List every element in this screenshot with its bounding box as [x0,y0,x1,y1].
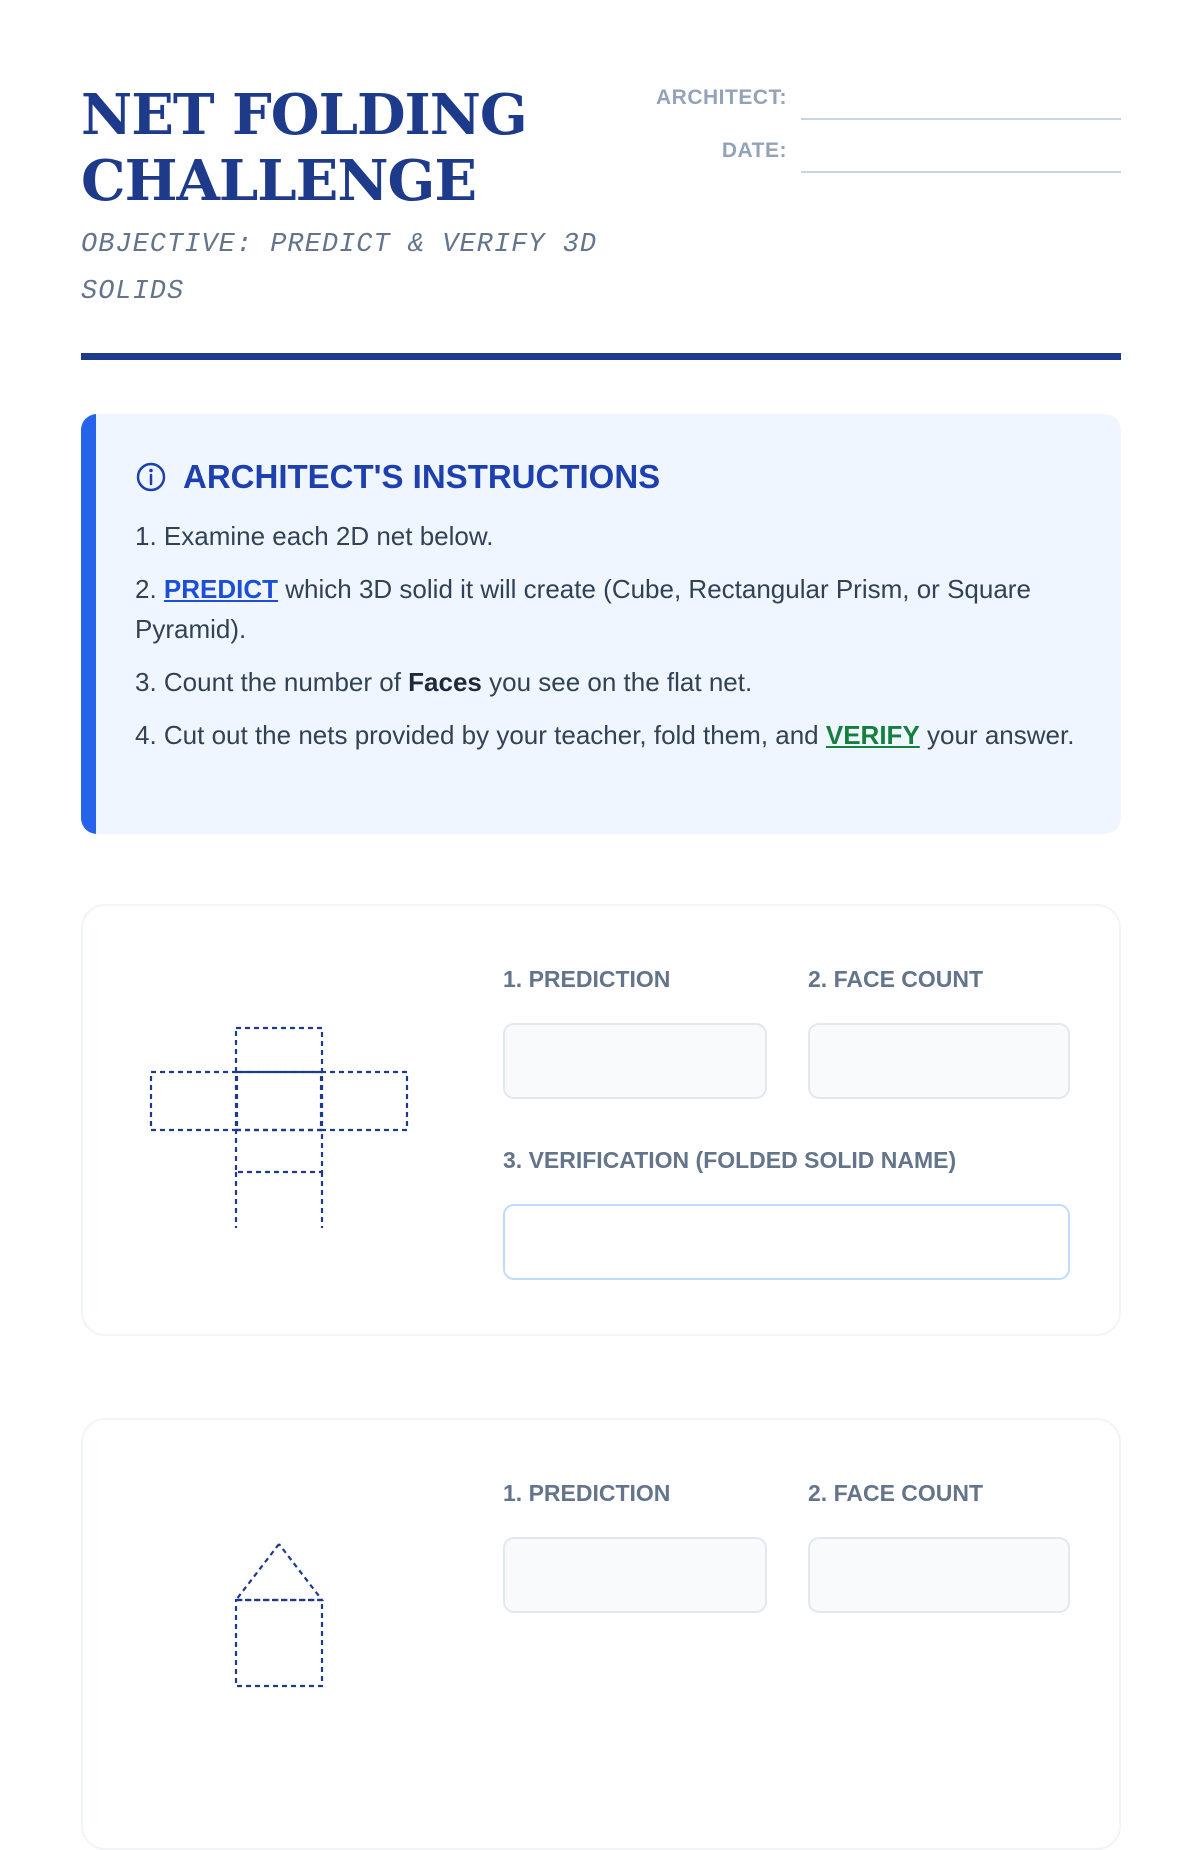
instructions-list [135,516,1075,768]
step-2-rest: which 3D solid it will create (Cube, Rectangular Prism, or Square Pyramid). [135,574,1031,644]
instructions-header [135,458,660,496]
prediction-label: 1. PREDICTION [503,966,671,992]
instruction-step-4 [135,715,1075,755]
step-4-rest: your answer. [919,720,1075,750]
prediction-input[interactable] [503,1537,767,1613]
prediction-label: 1. PREDICTION [503,1480,671,1506]
page-title [81,82,641,214]
face-count-label: 2. FACE COUNT [808,966,984,992]
face-count-label: 2. FACE COUNT [808,1480,984,1506]
prediction-input[interactable] [503,1023,767,1099]
net-card-2 [81,1418,1121,1850]
face-count-input[interactable] [808,1023,1070,1099]
step-4-prefix: 4. Cut out the nets provided by your teacher, fold them, and [135,720,826,750]
faces-keyword: Faces [408,667,482,697]
step-3-prefix: 3. Count the number of [135,667,409,697]
info-icon [135,461,167,493]
step-3-rest: you see on the flat net. [481,667,753,697]
predict-keyword: PREDICT [163,574,279,604]
architect-label: ARCHITECT: [656,86,787,109]
date-label: DATE: [721,139,787,162]
date-line[interactable] [801,171,1121,173]
instruction-step-2 [135,569,1075,649]
subtitle-line-2: SOLIDS [81,277,185,307]
header-divider [81,353,1121,360]
face-count-input[interactable] [808,1537,1070,1613]
architect-name-line[interactable] [801,118,1121,120]
title-line-1: NET FOLDING [81,82,527,148]
verification-label: 3. VERIFICATION (FOLDED SOLID NAME) [503,1147,957,1173]
step-1-text: 1. Examine each 2D net below. [135,521,494,551]
instructions-panel [81,414,1121,834]
cube-net-icon [83,906,463,1334]
instructions-title: ARCHITECT'S INSTRUCTIONS [183,458,661,495]
step-2-prefix: 2. [135,574,164,604]
verification-input[interactable] [503,1204,1070,1280]
title-line-2: CHALLENGE [81,148,477,214]
net-card-1 [81,904,1121,1336]
pyramid-net-icon [83,1420,463,1848]
instructions-accent-bar [81,414,96,834]
subtitle-line-1: OBJECTIVE: PREDICT & VERIFY 3D [81,230,598,260]
verify-keyword: VERIFY [825,720,920,750]
instruction-step-1 [135,516,1075,556]
instruction-step-3 [135,662,1075,702]
page-subtitle [81,222,641,316]
